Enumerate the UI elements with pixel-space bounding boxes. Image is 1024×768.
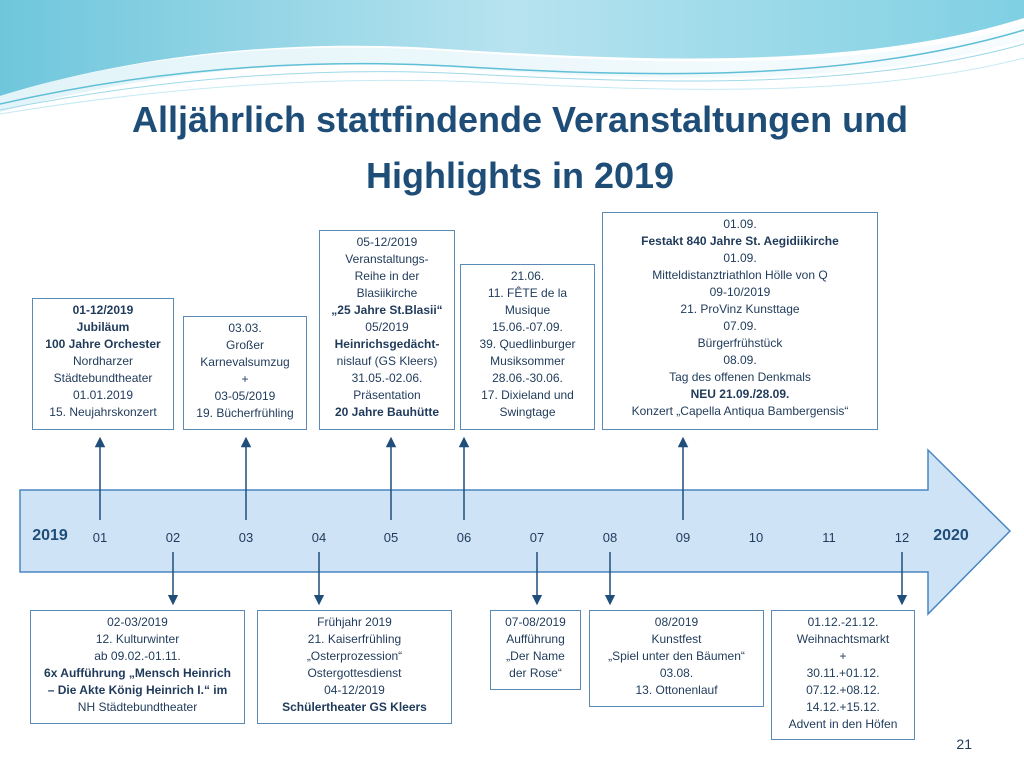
event-line: Schülertheater GS Kleers [282, 700, 427, 714]
event-line: „Spiel unter den Bäumen“ [608, 649, 745, 663]
event-line: 21.06. [510, 269, 545, 283]
event-line: 6x Aufführung „Mensch Heinrich [44, 666, 231, 680]
event-line: „25 Jahre St.Blasii“ [331, 303, 443, 317]
event-box-september [602, 212, 878, 430]
event-line: 01.12.-21.12. [807, 615, 879, 629]
title-line-1: Alljährlich stattfindende Veranstaltungen und [131, 99, 909, 140]
event-line: Großer [225, 338, 264, 352]
event-line: 13. Ottonenlauf [635, 683, 718, 697]
event-line: 19. Bücherfrühling [196, 406, 294, 420]
event-line: Festakt 840 Jahre St. Aegidiikirche [641, 234, 839, 248]
timeline-month-label: 08 [602, 530, 618, 545]
event-line: Jubiläum [76, 320, 130, 334]
event-line: Präsentation [353, 388, 421, 402]
event-line: 28.06.-30.06. [492, 371, 563, 385]
event-line: Advent in den Höfen [788, 717, 898, 731]
event-line: Städtebundtheater [53, 371, 153, 385]
event-line: 17. Dixieland und [481, 388, 574, 402]
event-line: 15.06.-07.09. [492, 320, 563, 334]
event-line: + [241, 372, 249, 386]
timeline-start-year: 2019 [32, 527, 68, 544]
event-line: 09-10/2019 [709, 285, 771, 299]
timeline-month-label: 05 [383, 530, 399, 545]
event-line: Tag des offenen Denkmals [669, 370, 811, 384]
event-line: 20 Jahre Bauhütte [334, 405, 440, 419]
event-line: 05/2019 [365, 320, 409, 334]
event-line: Veranstaltungs- [345, 252, 429, 266]
event-box-may [319, 230, 455, 430]
event-line: 31.05.-02.06. [351, 371, 423, 385]
event-line: 01.09. [723, 251, 757, 265]
timeline-month-label: 04 [311, 530, 327, 545]
event-line: Weihnachtsmarkt [796, 632, 890, 646]
event-box-august [589, 610, 764, 707]
event-line: 07.12.+08.12. [806, 683, 880, 697]
event-box-april [257, 610, 452, 724]
event-box-january [32, 298, 174, 430]
event-box-december [771, 610, 915, 740]
event-line: 15. Neujahrskonzert [49, 405, 157, 419]
timeline-month-label: 10 [748, 530, 764, 545]
event-line: Blasiikirche [356, 286, 418, 300]
timeline-month-label: 02 [165, 530, 181, 545]
timeline-end-year: 2020 [933, 527, 969, 544]
event-line: 08/2019 [654, 615, 699, 629]
event-line: 39. Quedlinburger [479, 337, 576, 351]
event-box-february [30, 610, 245, 724]
event-line: 05-12/2019 [356, 235, 418, 249]
event-line: Ostergottesdienst [307, 666, 402, 680]
event-line: 03-05/2019 [214, 389, 276, 403]
timeline-month-label: 03 [238, 530, 254, 545]
event-line: Frühjahr 2019 [317, 615, 392, 629]
event-line: ab 09.02.-01.11. [94, 649, 181, 663]
event-line: NEU 21.09./28.09. [690, 387, 790, 401]
event-line: der Rose“ [509, 666, 562, 680]
timeline-month-label: 01 [92, 530, 108, 545]
event-line: 12. Kulturwinter [95, 632, 180, 646]
event-line: NH Städtebundtheater [77, 700, 198, 714]
event-line: 14.12.+15.12. [806, 700, 880, 714]
event-line: Heinrichsgedächt- [334, 337, 440, 351]
event-line: Reihe in der [354, 269, 420, 283]
timeline-month-label: 07 [529, 530, 545, 545]
event-line: + [839, 649, 847, 663]
event-line: 01-12/2019 [72, 303, 134, 317]
event-line: Swingtage [499, 405, 556, 419]
event-line: Nordharzer [72, 354, 134, 368]
event-line: 01.09. [723, 217, 757, 231]
event-line: Musiksommer [490, 354, 565, 368]
event-line: 01.01.2019 [72, 388, 134, 402]
event-line: nislauf (GS Kleers) [336, 354, 438, 368]
page-number: 21 [956, 736, 972, 752]
event-line: 100 Jahre Orchester [45, 337, 161, 351]
event-line: Kunstfest [651, 632, 702, 646]
title-line-2: Highlights in 2019 [365, 155, 675, 196]
event-line: 30.11.+01.12. [806, 666, 880, 680]
event-line: Karnevalsumzug [200, 355, 290, 369]
event-line: 21. Kaiserfrühling [307, 632, 402, 646]
event-line: – Die Akte König Heinrich I.“ im [47, 683, 228, 697]
event-line: 02-03/2019 [107, 615, 168, 629]
timeline-month-label: 09 [675, 530, 691, 545]
event-line: Musique [504, 303, 551, 317]
event-line: Mitteldistanztriathlon Hölle von Q [652, 268, 828, 282]
event-box-july [490, 610, 581, 690]
event-line: 03.03. [228, 321, 262, 335]
event-box-june [460, 264, 595, 430]
event-line: 03.08. [659, 666, 694, 680]
event-line: 08.09. [723, 353, 757, 367]
event-line: „Osterprozession“ [306, 649, 403, 663]
event-line: Bürgerfrühstück [697, 336, 783, 350]
event-box-march [183, 316, 307, 430]
timeline-month-label: 11 [822, 530, 836, 545]
event-line: 21. ProVinz Kunsttage [680, 302, 800, 316]
event-line: 11. FÊTE de la [487, 286, 568, 300]
timeline-month-label: 06 [456, 530, 472, 545]
timeline-month-label: 12 [894, 530, 910, 545]
event-line: 07-08/2019 [505, 615, 566, 629]
event-line: Aufführung [506, 632, 565, 646]
event-line: Konzert „Capella Antiqua Bambergensis“ [631, 404, 849, 418]
event-line: 07.09. [723, 319, 757, 333]
event-line: „Der Name [506, 649, 565, 663]
event-line: 04-12/2019 [324, 683, 385, 697]
